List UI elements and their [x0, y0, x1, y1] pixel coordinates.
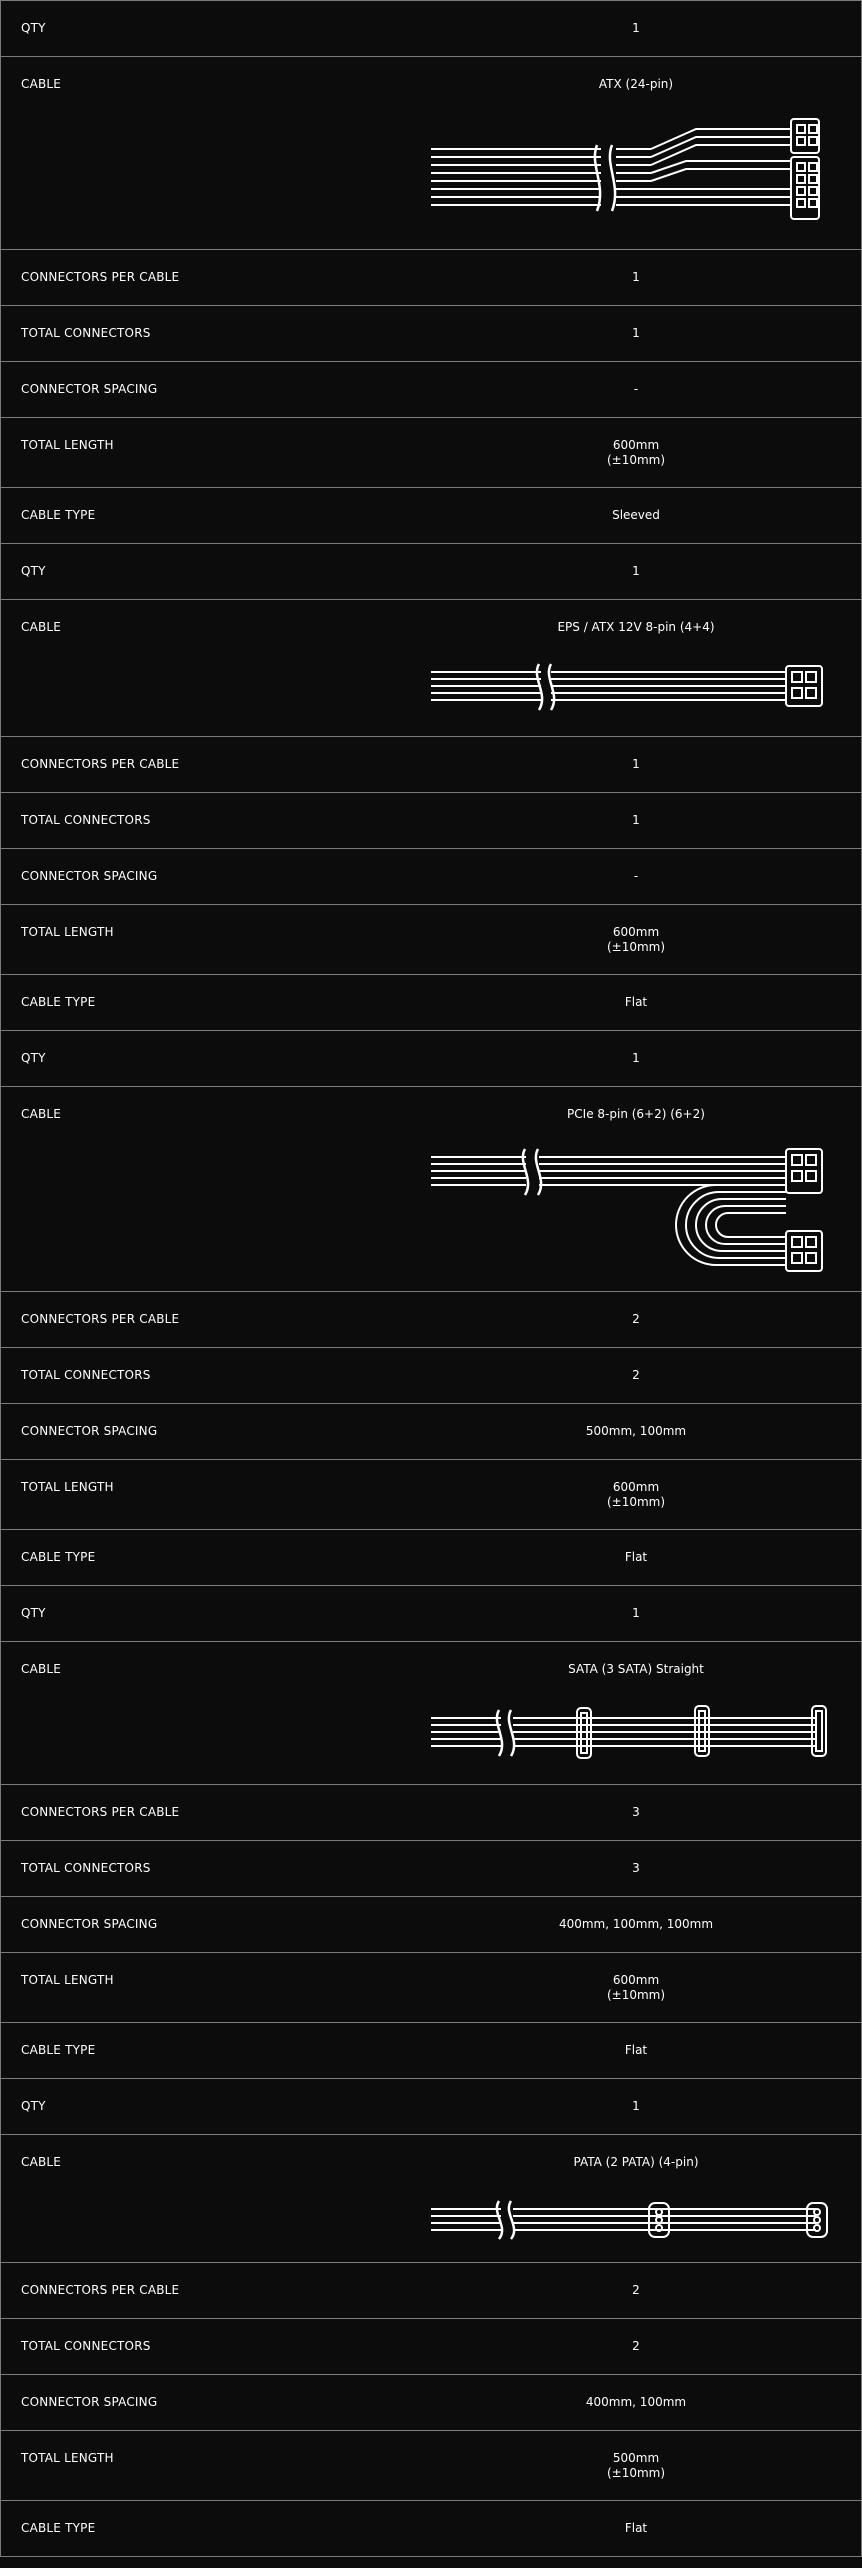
- total-connectors-label: TOTAL CONNECTORS: [21, 326, 151, 340]
- total-connectors-row: [1, 2319, 861, 2375]
- length-value: 600mm: [612, 438, 660, 452]
- total-connectors-row: [1, 1348, 861, 1404]
- length-value: 600mm: [612, 1973, 660, 1987]
- pata-cable-icon: [431, 2193, 831, 2253]
- cable-label: CABLE: [21, 620, 62, 634]
- connectors-per-cable-row: [1, 1292, 861, 1348]
- qty-label: QTY: [21, 2099, 46, 2113]
- connectors-per-cable-label: CONNECTORS PER CABLE: [21, 1805, 180, 1819]
- qty-value: 1: [632, 21, 640, 35]
- cable-type-row: [1, 975, 861, 1031]
- cable-row: [1, 600, 861, 737]
- total-connectors-label: TOTAL CONNECTORS: [21, 1861, 151, 1875]
- cable-name: ATX (24-pin): [598, 77, 674, 91]
- connector-spacing-value: -: [633, 869, 639, 883]
- total-length-label: TOTAL LENGTH: [21, 925, 114, 939]
- length-tolerance: (±10mm): [606, 940, 666, 954]
- total-connectors-label: TOTAL CONNECTORS: [21, 813, 151, 827]
- length-tolerance: (±10mm): [606, 1988, 666, 2002]
- qty-label: QTY: [21, 1051, 46, 1065]
- total-length-value: [421, 1480, 851, 1510]
- connectors-per-cable-value: 1: [632, 270, 640, 284]
- connectors-per-cable-row: [1, 2263, 861, 2319]
- qty-row: [1, 1586, 861, 1642]
- qty-row: [1, 544, 861, 600]
- qty-value: 1: [632, 1051, 640, 1065]
- qty-label: QTY: [21, 1606, 46, 1620]
- cable-type-row: [1, 2501, 861, 2557]
- eps-8pin-cable-icon: [431, 658, 831, 718]
- cable-type-value: Flat: [624, 2043, 648, 2057]
- connectors-per-cable-row: [1, 250, 861, 306]
- cable-type-value: Sleeved: [612, 508, 660, 522]
- qty-value: 1: [632, 2099, 640, 2113]
- connectors-per-cable-label: CONNECTORS PER CABLE: [21, 1312, 180, 1326]
- length-tolerance: (±10mm): [606, 1495, 666, 1509]
- connectors-per-cable-label: CONNECTORS PER CABLE: [21, 270, 180, 284]
- total-length-row: [1, 905, 861, 975]
- total-length-value: [421, 1973, 851, 2003]
- connector-spacing-row: [1, 1897, 861, 1953]
- total-connectors-row: [1, 306, 861, 362]
- cable-type-value: Flat: [624, 2521, 648, 2535]
- qty-label: QTY: [21, 21, 46, 35]
- total-length-row: [1, 2431, 861, 2501]
- total-connectors-row: [1, 793, 861, 849]
- connector-spacing-label: CONNECTOR SPACING: [21, 1424, 158, 1438]
- total-length-label: TOTAL LENGTH: [21, 438, 114, 452]
- qty-value: 1: [632, 564, 640, 578]
- cable-type-row: [1, 2023, 861, 2079]
- cable-type-row: [1, 488, 861, 544]
- cable-type-label: CABLE TYPE: [21, 1550, 96, 1564]
- cable-row: [1, 2135, 861, 2263]
- total-connectors-label: TOTAL CONNECTORS: [21, 2339, 151, 2353]
- connector-spacing-label: CONNECTOR SPACING: [21, 869, 158, 883]
- total-length-label: TOTAL LENGTH: [21, 1480, 114, 1494]
- connector-spacing-row: [1, 2375, 861, 2431]
- total-connectors-label: TOTAL CONNECTORS: [21, 1368, 151, 1382]
- total-connectors-row: [1, 1841, 861, 1897]
- cable-row: [1, 1642, 861, 1785]
- connector-spacing-row: [1, 1404, 861, 1460]
- cable-type-label: CABLE TYPE: [21, 508, 96, 522]
- cable-label: CABLE: [21, 2155, 62, 2169]
- cable-type-label: CABLE TYPE: [21, 995, 96, 1009]
- cable-row: [1, 1087, 861, 1292]
- connectors-per-cable-value: 2: [632, 2283, 640, 2297]
- total-length-label: TOTAL LENGTH: [21, 1973, 114, 1987]
- cable-row: [1, 57, 861, 250]
- pcie-8pin-cable-icon: [431, 1145, 831, 1285]
- connector-spacing-row: [1, 849, 861, 905]
- connector-spacing-value: 400mm, 100mm, 100mm: [558, 1917, 714, 1931]
- qty-value: 1: [632, 1606, 640, 1620]
- connector-spacing-label: CONNECTOR SPACING: [21, 2395, 158, 2409]
- total-connectors-value: 1: [632, 813, 640, 827]
- total-length-value: [421, 438, 851, 468]
- qty-row: [1, 0, 861, 57]
- cable-name: PATA (2 PATA) (4-pin): [573, 2155, 699, 2169]
- total-length-row: [1, 1460, 861, 1530]
- cable-type-value: Flat: [624, 1550, 648, 1564]
- connector-spacing-label: CONNECTOR SPACING: [21, 1917, 158, 1931]
- connectors-per-cable-value: 2: [632, 1312, 640, 1326]
- cable-type-value: Flat: [624, 995, 648, 1009]
- cable-label: CABLE: [21, 1107, 62, 1121]
- total-connectors-value: 1: [632, 326, 640, 340]
- total-connectors-value: 2: [632, 1368, 640, 1382]
- total-connectors-value: 3: [632, 1861, 640, 1875]
- connectors-per-cable-label: CONNECTORS PER CABLE: [21, 757, 180, 771]
- connector-spacing-value: -: [633, 382, 639, 396]
- connectors-per-cable-row: [1, 737, 861, 793]
- total-length-row: [1, 418, 861, 488]
- connector-spacing-label: CONNECTOR SPACING: [21, 382, 158, 396]
- cable-label: CABLE: [21, 1662, 62, 1676]
- cable-name: PCIe 8-pin (6+2) (6+2): [567, 1107, 705, 1121]
- cable-type-label: CABLE TYPE: [21, 2043, 96, 2057]
- connectors-per-cable-value: 3: [632, 1805, 640, 1819]
- connectors-per-cable-label: CONNECTORS PER CABLE: [21, 2283, 180, 2297]
- cable-name: SATA (3 SATA) Straight: [568, 1662, 704, 1676]
- total-length-value: [421, 2451, 851, 2481]
- length-value: 600mm: [612, 925, 660, 939]
- total-length-value: [421, 925, 851, 955]
- cable-label: CABLE: [21, 77, 62, 91]
- qty-row: [1, 2079, 861, 2135]
- connectors-per-cable-value: 1: [632, 757, 640, 771]
- connector-spacing-value: 500mm, 100mm: [585, 1424, 687, 1438]
- qty-label: QTY: [21, 564, 46, 578]
- total-length-row: [1, 1953, 861, 2023]
- cable-name: EPS / ATX 12V 8-pin (4+4): [557, 620, 715, 634]
- length-tolerance: (±10mm): [606, 453, 666, 467]
- total-length-label: TOTAL LENGTH: [21, 2451, 114, 2465]
- length-tolerance: (±10mm): [606, 2466, 666, 2480]
- cable-type-row: [1, 1530, 861, 1586]
- atx-24pin-cable-icon: [431, 115, 831, 235]
- connector-spacing-row: [1, 362, 861, 418]
- total-connectors-value: 2: [632, 2339, 640, 2353]
- connector-spacing-value: 400mm, 100mm: [585, 2395, 687, 2409]
- length-value: 600mm: [612, 1480, 660, 1494]
- length-value: 500mm: [612, 2451, 660, 2465]
- sata-cable-icon: [431, 1700, 831, 1770]
- cable-type-label: CABLE TYPE: [21, 2521, 96, 2535]
- qty-row: [1, 1031, 861, 1087]
- connectors-per-cable-row: [1, 1785, 861, 1841]
